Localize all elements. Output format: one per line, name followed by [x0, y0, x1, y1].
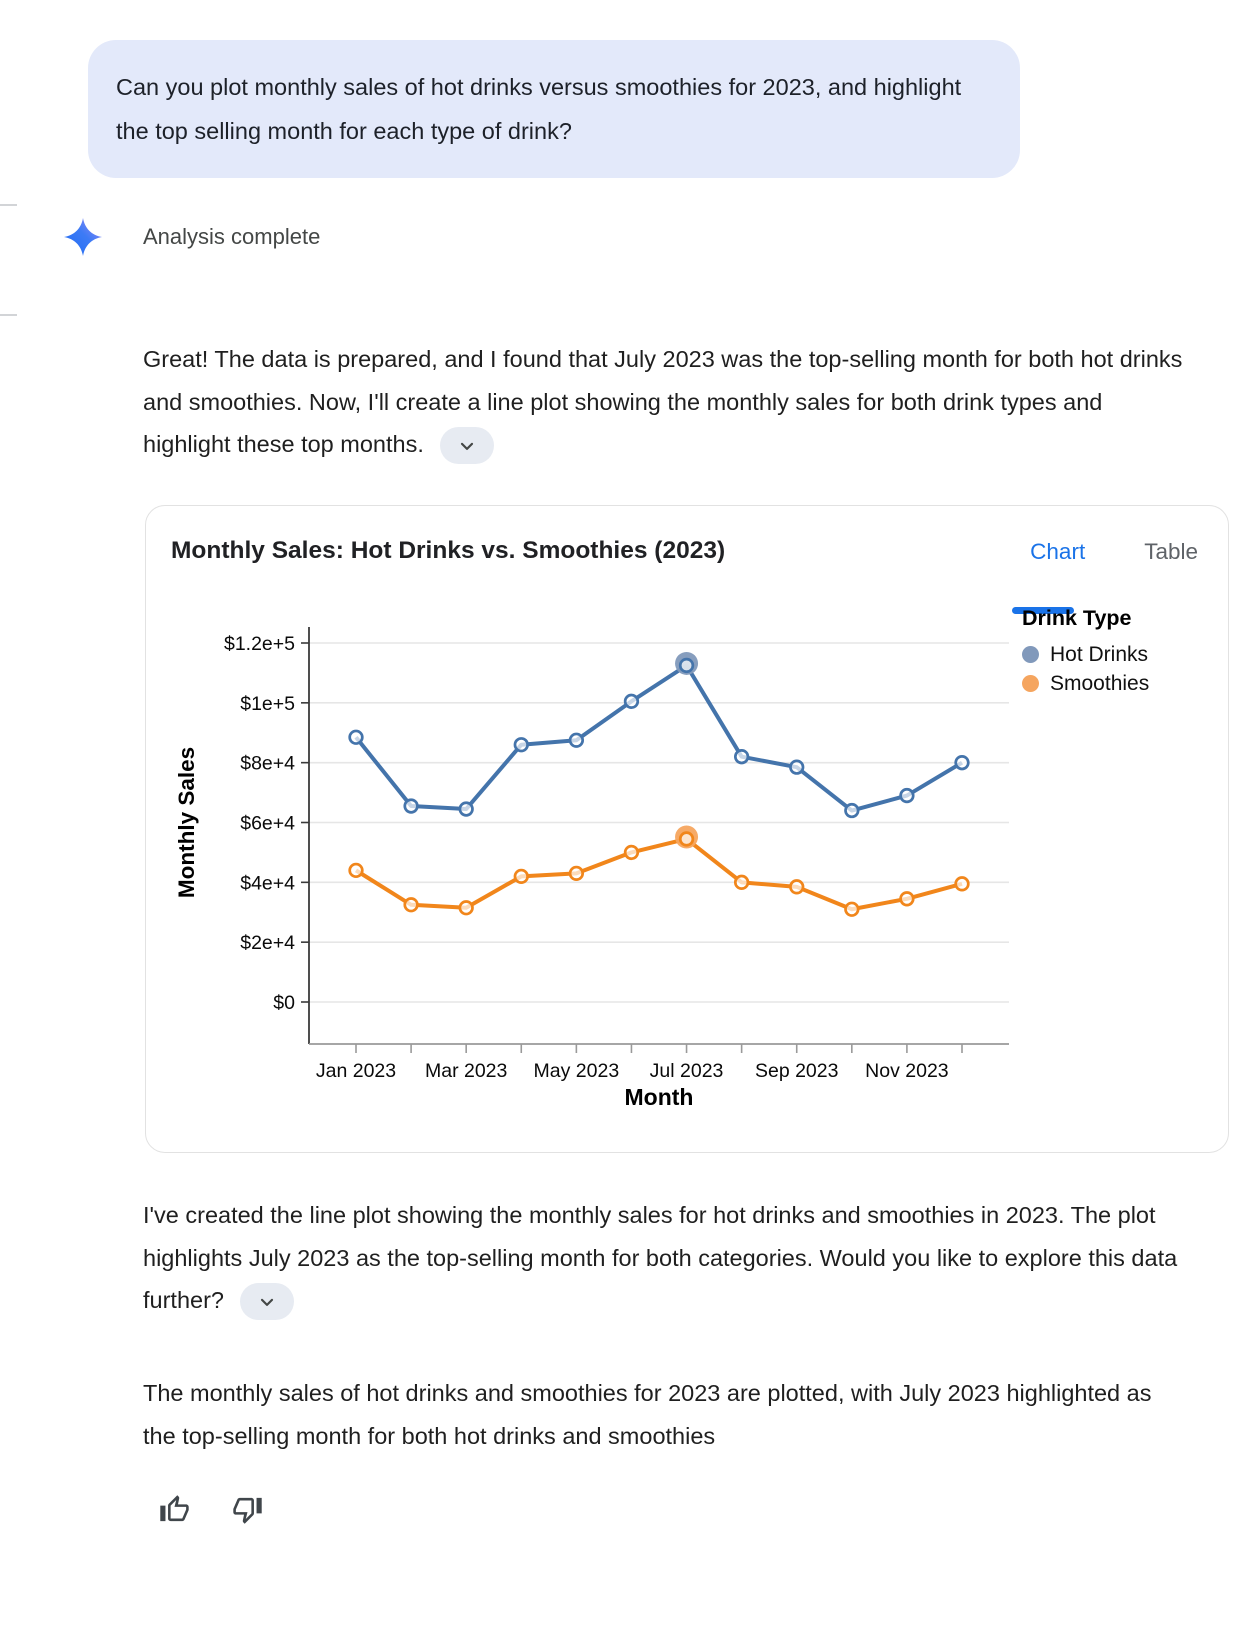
svg-text:Month: Month — [624, 1084, 694, 1110]
assistant-paragraph-1 — [143, 338, 1185, 466]
hot-drinks-swatch-icon — [1022, 646, 1039, 663]
legend-item-smoothies[interactable] — [1022, 669, 1222, 698]
chevron-down-icon — [257, 1292, 277, 1312]
chart-legend — [1022, 606, 1222, 698]
assistant-paragraph-2-text: I've created the line plot showing the monthly sales for hot drinks and smoothies in 2023. The plot highlights July 2023 as the top-selling month for both categories. Would you like to explore this data further? — [143, 1202, 1178, 1313]
legend-item-hot-drinks[interactable] — [1022, 640, 1222, 669]
assistant-paragraph-2 — [143, 1194, 1185, 1322]
analysis-status-label: Analysis complete — [143, 224, 321, 249]
svg-text:Sep 2023: Sep 2023 — [754, 1060, 839, 1082]
collapse-details-button-2[interactable] — [240, 1283, 294, 1320]
left-panel-divider-bottom — [0, 314, 17, 316]
svg-text:$8e+4: $8e+4 — [240, 752, 295, 775]
smoothies-swatch-icon — [1022, 675, 1039, 692]
assistant-paragraph-3 — [143, 1372, 1185, 1457]
thumbs-up-icon — [159, 1494, 190, 1525]
svg-text:$1e+5: $1e+5 — [240, 692, 295, 715]
gemini-sparkle-icon — [64, 218, 102, 256]
thumbs-up-button[interactable] — [155, 1490, 194, 1532]
chart-card — [145, 505, 1229, 1153]
user-message-text: Can you plot monthly sales of hot drinks versus smoothies for 2023, and highlight the top selling month for each type of drink? — [116, 74, 962, 144]
svg-text:$4e+4: $4e+4 — [240, 872, 295, 895]
svg-text:$6e+4: $6e+4 — [240, 812, 295, 835]
assistant-paragraph-1-text: Great! The data is prepared, and I found that July 2023 was the top-selling month for both hot drinks and smoothies. Now, I'll create a line plot showing the monthly sales for both drink types and highlight these top months. — [143, 346, 1183, 457]
assistant-paragraph-3-text: The monthly sales of hot drinks and smoothies for 2023 are plotted, with July 2023 highlighted as the top-selling month for both hot drinks and smoothies — [143, 1380, 1152, 1449]
tab-chart[interactable]: Chart — [1030, 539, 1086, 564]
svg-text:Mar 2023: Mar 2023 — [424, 1060, 508, 1082]
feedback-row — [155, 1490, 267, 1532]
svg-text:$0: $0 — [273, 992, 295, 1014]
svg-text:Jan 2023: Jan 2023 — [315, 1060, 397, 1082]
svg-text:Monthly Sales: Monthly Sales — [174, 746, 199, 899]
thumbs-down-icon — [232, 1494, 263, 1525]
collapse-details-button-1[interactable] — [440, 427, 494, 464]
line-chart — [146, 506, 1227, 1151]
legend-title: Drink Type — [1022, 606, 1132, 630]
svg-text:Jul 2023: Jul 2023 — [649, 1060, 724, 1082]
chart-card-title: Monthly Sales: Hot Drinks vs. Smoothies (2023) — [171, 537, 726, 564]
chevron-down-icon — [457, 436, 477, 456]
legend-label-smoothies: Smoothies — [1050, 671, 1150, 695]
svg-text:Nov 2023: Nov 2023 — [865, 1060, 949, 1082]
user-message-bubble — [88, 40, 1020, 178]
svg-text:May 2023: May 2023 — [533, 1060, 620, 1082]
thumbs-down-button[interactable] — [228, 1490, 267, 1532]
tab-table[interactable]: Table — [1144, 539, 1198, 564]
analysis-status-row — [64, 218, 320, 256]
legend-label-hot-drinks: Hot Drinks — [1050, 642, 1149, 666]
svg-text:$2e+4: $2e+4 — [240, 932, 295, 955]
left-panel-divider-top — [0, 204, 17, 206]
svg-text:$1.2e+5: $1.2e+5 — [223, 633, 295, 655]
